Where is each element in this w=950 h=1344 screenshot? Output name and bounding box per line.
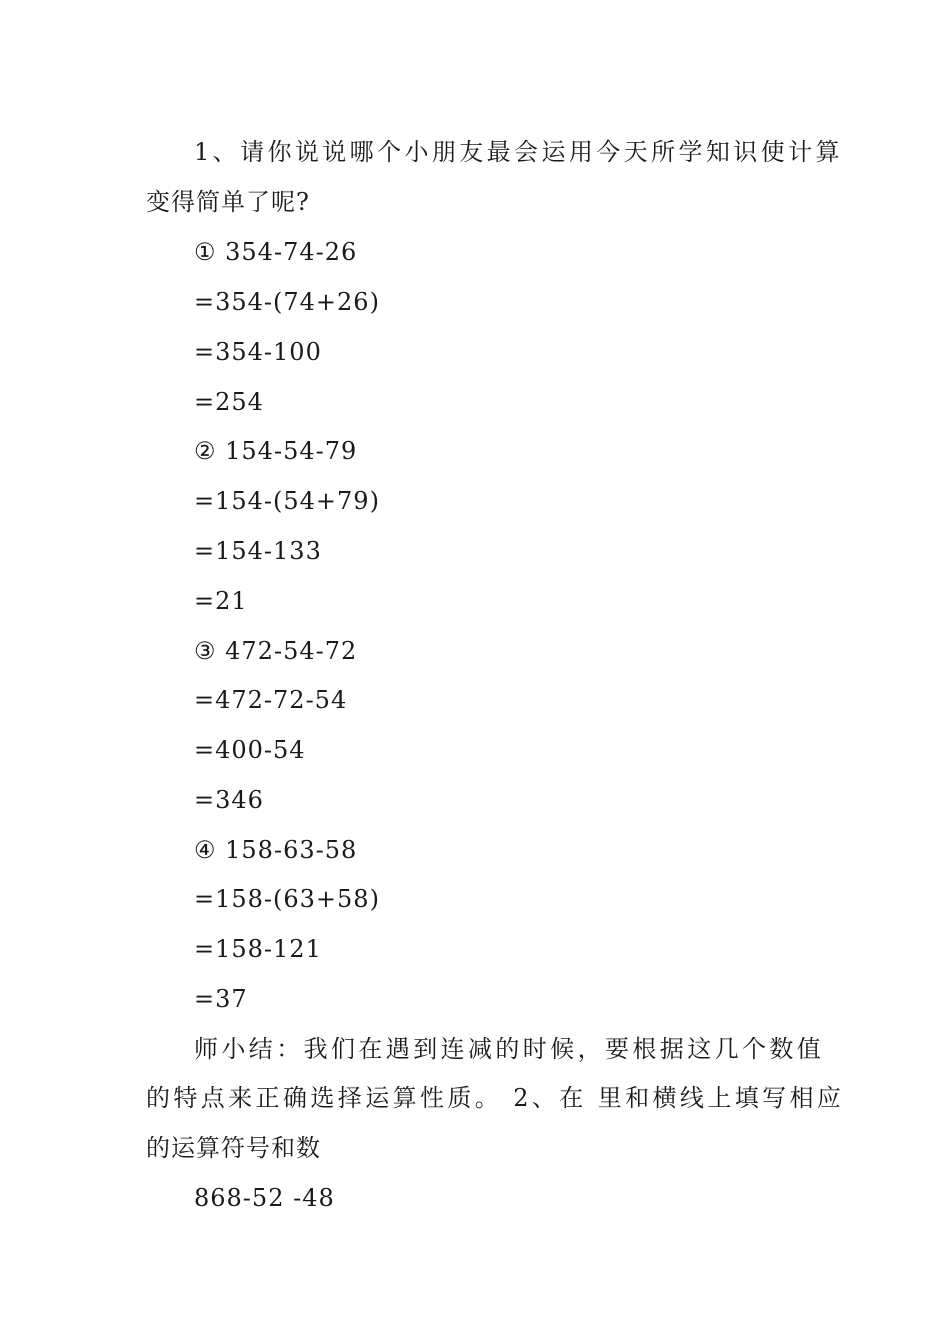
problem-2-step-2: =154-133 bbox=[194, 537, 322, 565]
exercise-expression: 868-52 -48 bbox=[194, 1184, 335, 1212]
problem-1-step-2: =354-100 bbox=[194, 338, 322, 366]
question-1-line-1: 1、请你说说哪个小朋友最会运用今天所学知识使计算 bbox=[194, 138, 843, 166]
problem-4-step-2: =158-121 bbox=[194, 935, 322, 963]
problem-3-step-2: =400-54 bbox=[194, 736, 306, 764]
problem-2-step-1: =154-(54+79) bbox=[194, 487, 380, 515]
question-1-line-2: 变得简单了呢? bbox=[146, 188, 310, 216]
problem-2-step-3: =21 bbox=[194, 587, 248, 615]
problem-3-step-3: =346 bbox=[194, 786, 264, 814]
problem-3-step-1: =472-72-54 bbox=[194, 686, 348, 714]
problem-4-step-1: =158-(63+58) bbox=[194, 885, 380, 913]
problem-1-label: ① 354-74-26 bbox=[194, 238, 358, 266]
problem-2-label: ② 154-54-79 bbox=[194, 437, 358, 465]
problem-4-label: ④ 158-63-58 bbox=[194, 836, 358, 864]
problem-1-step-3: =254 bbox=[194, 388, 264, 416]
summary-line-3: 的运算符号和数 bbox=[146, 1134, 321, 1162]
summary-line-1: 师小结：我们在遇到连减的时候，要根据这几个数值 bbox=[194, 1035, 825, 1063]
summary-line-2: 的特点来正确选择运算性质。 2、在 里和横线上填写相应 bbox=[146, 1084, 845, 1112]
problem-3-label: ③ 472-54-72 bbox=[194, 637, 358, 665]
problem-1-step-1: =354-(74+26) bbox=[194, 288, 380, 316]
problem-4-step-3: =37 bbox=[194, 985, 248, 1013]
